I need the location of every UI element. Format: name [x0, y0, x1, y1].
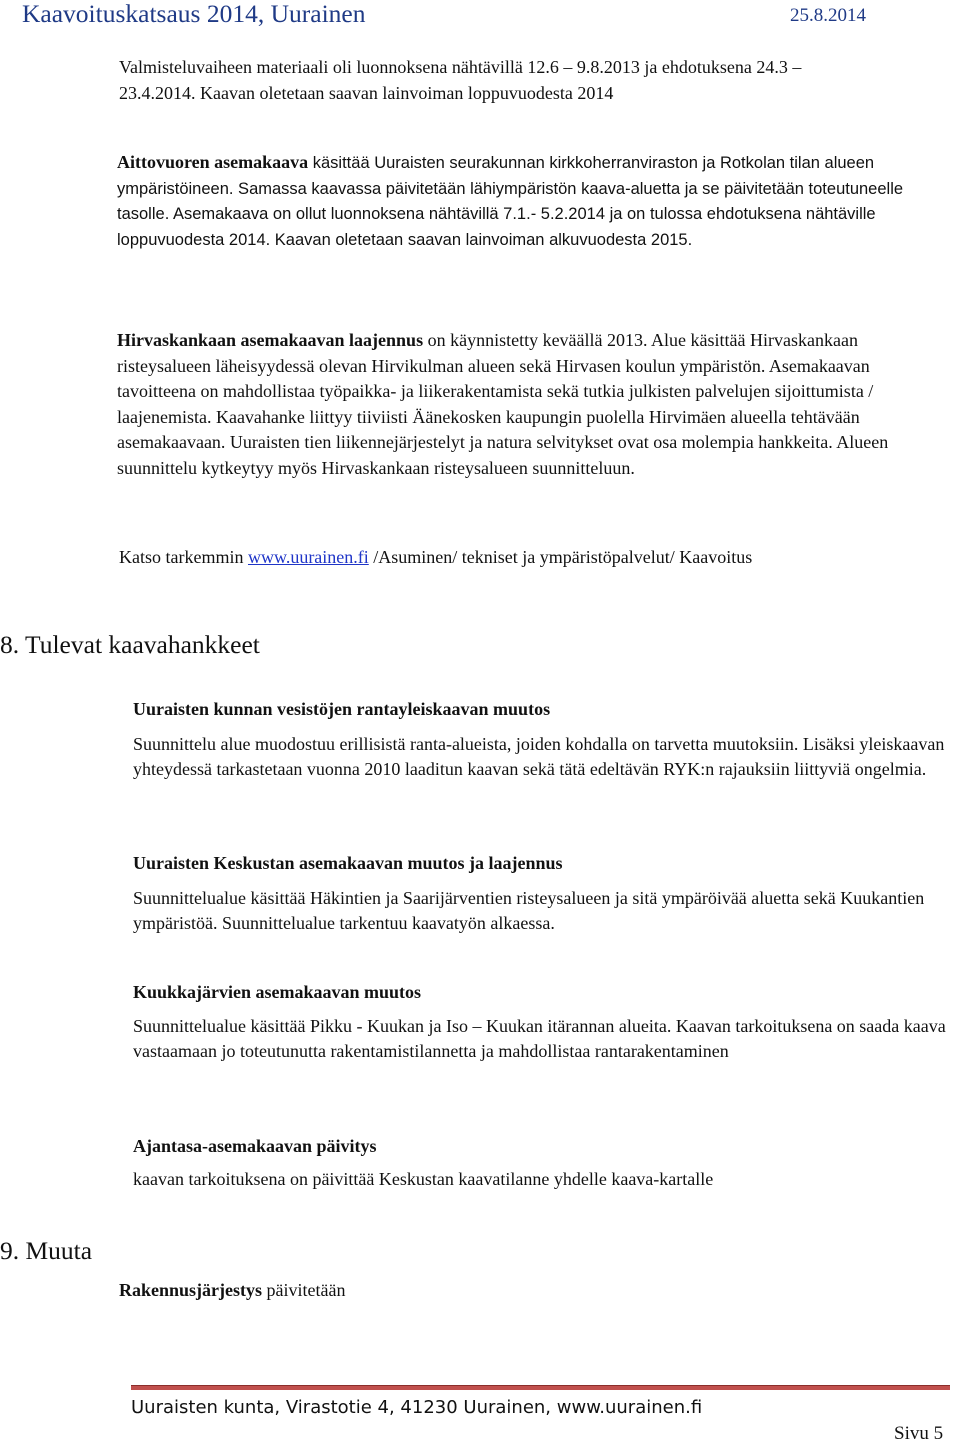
item-1-title: Uuraisten kunnan vesistöjen rantayleiskaavan muutos: [133, 699, 551, 719]
intro-line-2: 23.4.2014. Kaavan oletetaan saavan lainvoiman loppuvuodesta 2014: [119, 82, 614, 103]
section-9-item: [119, 1278, 345, 1304]
section-9-heading: 9. Muuta: [0, 1236, 93, 1265]
footer-rule: [131, 1385, 950, 1390]
more-info-line: [119, 545, 752, 571]
more-info-suffix: /Asuminen/ tekniset ja ympäristöpalvelut/ Kaavoitus: [368, 547, 753, 567]
item-3-text: Suunnittelualue käsittää Pikku - Kuukan ja Iso – Kuukan itärannan alueita. Kaavan tarkoituksena on saada kaava vastaamaan jo toteutunutta rakentamistilannetta ja mahdollistaa rantarakentaminen: [133, 1016, 946, 1061]
item-4-title: Ajantasa-asemakaavan päivitys: [133, 1136, 377, 1156]
website-link[interactable]: www.uurainen.fi: [247, 547, 369, 567]
intro-paragraph: [119, 55, 949, 106]
intro-line-1: Valmisteluvaiheen materiaali oli luonnoksena nähtävillä 12.6 – 9.8.2013 ja ehdotuksena 24.3 –: [119, 57, 802, 77]
item-3-title: Kuukkajärvien asemakaavan muutos: [133, 982, 422, 1002]
page-header-title: Kaavoituskatsaus 2014, Uurainen: [22, 0, 366, 28]
more-info-prefix: Katso tarkemmin: [119, 547, 248, 567]
item-4-text: kaavan tarkoituksena on päivittää Keskustan kaavatilanne yhdelle kaava-kartalle: [133, 1169, 714, 1189]
footer-address: Uuraisten kunta, Virastotie 4, 41230 Uurainen, www.uurainen.fi: [131, 1397, 703, 1418]
item-2-title: Uuraisten Keskustan asemakaavan muutos ja laajennus: [133, 853, 563, 873]
rakennusjarjestys-title: Rakennusjärjestys: [119, 1280, 263, 1300]
hirvaskangas-title: Hirvaskankaan asemakaavan laajennus: [117, 330, 424, 350]
page-header-date: 25.8.2014: [790, 5, 866, 26]
page-number: Sivu 5: [894, 1423, 944, 1444]
item-2-text: Suunnittelualue käsittää Häkintien ja Saarijärventien risteysalueen ja sitä ympäröivää aluetta sekä Kuukantien ympäristöä. Suunnittelualue tarkentuu kaavatyön alkaessa.: [133, 888, 925, 933]
aittovuori-title: Aittovuoren asemakaava: [117, 152, 309, 172]
aittovuori-text: käsittää Uuraisten seurakunnan kirkkoherranviraston ja Rotkolan tilan alueen ympäristöineen. Samassa kaavassa päivitetään lähiympäristön kaava-aluetta ja se päivitetään toteutuneelle tasolle. Asemakaava on ollut luonnoksena nähtävillä 7.1.- 5.2.2014 ja on tulossa ehdotuksena nähtäville loppuvuodesta 2014. Kaavan oletetaan saavan lainvoiman alkuvuodesta 2015.: [117, 154, 904, 249]
aittovuori-paragraph: [117, 150, 955, 253]
hirvaskangas-paragraph: [117, 328, 942, 481]
rakennusjarjestys-text: päivitetään: [262, 1280, 346, 1300]
item-1-text: Suunnittelu alue muodostuu erillisistä ranta-alueista, joiden kohdalla on tarvetta muutoksiin. Lisäksi yleiskaavan yhteydessä tarkastetaan vuonna 2010 laaditun kaavan sekä tätä edeltävän RYK:n rajauksiin liittyviä ongelmia.: [133, 734, 945, 779]
hirvaskangas-text: on käynnistetty keväällä 2013. Alue käsittää Hirvaskankaan risteysalueen läheisyydessä olevan Hirvikulman alueen sekä Hirvasen koulun ympäristön. Asemakaavan tavoitteena on mahdollistaa työpaikka- ja liikerakentamista sekä tutkia julkisten palvelujen sijoittumista / laajenemista. Kaavahanke liittyy tiiviisti Äänekosken kaupungin puolella Hirvimäen alueella tehtävään asemakaavaan. Uuraisten tien liikennejärjestelyt ja natura selvitykset ovat osa molempia hankkeita. Alueen suunnittelu kytkeytyy myös Hirvaskankaan risteysalueen suunnitteluun.: [117, 330, 889, 478]
section-8-heading: 8. Tulevat kaavahankkeet: [0, 630, 260, 659]
